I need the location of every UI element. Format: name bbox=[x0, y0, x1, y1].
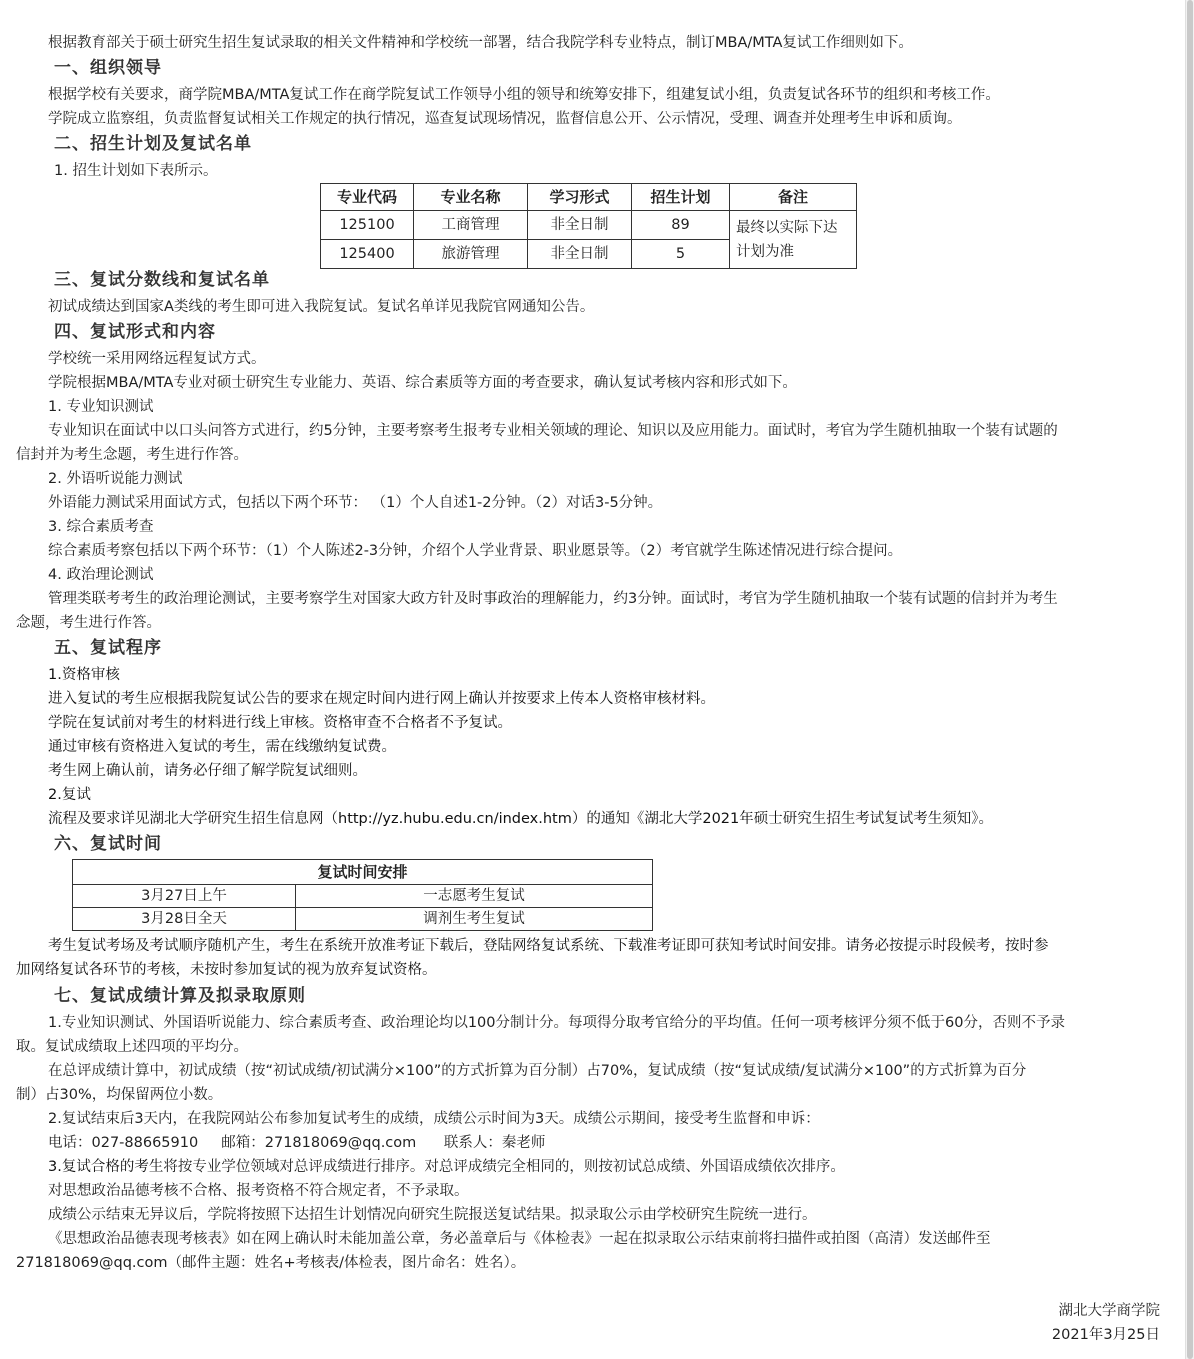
section-5-line-1: 进入复试的考生应根据我院复试公告的要求在规定时间内进行网上确认并按要求上传本人资格审核材料。 bbox=[48, 691, 715, 707]
section-5-line-4: 考生网上确认前，请务必仔细了解学院复试细则。 bbox=[48, 763, 367, 779]
table-cell: 5 bbox=[632, 240, 730, 269]
section-7-paragraph-4: 成绩公示结束无异议后，学院将按照下达招生计划情况向研究生院报送复试结果。拟录取公示由学校研究生院统一进行。 bbox=[48, 1207, 817, 1223]
table-cell: 非全日制 bbox=[528, 211, 632, 240]
section-6-paragraph-line-1: 考生复试考场及考试顺序随机产生，考生在系统开放准考证下载后，登陆网络复试系统、下载准考证即可获知考试时间安排。请务必按提示时段候考，按时参 bbox=[48, 938, 1049, 954]
section-4-item-1-line-2: 信封并为考生念题，考生进行作答。 bbox=[16, 447, 248, 463]
section-7-item-1-line-1: 1.专业知识测试、外国语听说能力、综合素质考查、政治理论均以100分制计分。每项得分取考官给分的平均值。任何一项考核评分须不低于60分，否则不予录 bbox=[48, 1015, 1065, 1031]
table-cell: 89 bbox=[632, 211, 730, 240]
section-2-title: 二、招生计划及复试名单 bbox=[54, 134, 252, 154]
section-4-paragraph-2: 学院根据MBA/MTA专业对硕士研究生专业能力、英语、综合素质等方面的考查要求，确认复试考核内容和形式如下。 bbox=[48, 375, 797, 391]
section-4-item-4-line-2: 念题，考生进行作答。 bbox=[16, 615, 161, 631]
section-7-item-2-line-1: 2.复试结束后3天内，在我院网站公布参加复试考生的成绩，成绩公示时间为3天。成绩公示期间，接受考生监督和申诉： bbox=[48, 1111, 820, 1127]
intro-paragraph: 根据教育部关于硕士研究生招生复试录取的相关文件精神和学校统一部署，结合我院学科专业特点，制订MBA/MTA复试工作细则如下。 bbox=[48, 35, 913, 51]
section-1-title: 一、组织领导 bbox=[54, 58, 162, 78]
vertical-scrollbar[interactable] bbox=[1185, 0, 1194, 1359]
table-cell: 调剂生考生复试 bbox=[296, 908, 653, 931]
table-cell: 125400 bbox=[321, 240, 414, 269]
table-cell: 125100 bbox=[321, 211, 414, 240]
table-cell: 工商管理 bbox=[414, 211, 528, 240]
section-5-title: 五、复试程序 bbox=[54, 638, 162, 658]
table-header: 专业名称 bbox=[414, 184, 528, 211]
table-cell: 一志愿考生复试 bbox=[296, 885, 653, 908]
footer-organization: 湖北大学商学院 bbox=[1058, 1303, 1160, 1319]
table-header: 学习形式 bbox=[528, 184, 632, 211]
section-7-paragraph-3: 对思想政治品德考核不合格、报考资格不符合规定者，不予录取。 bbox=[48, 1183, 469, 1199]
table-note-cell: 最终以实际下达计划为准 bbox=[730, 211, 857, 269]
section-5-line-5: 流程及要求详见湖北大学研究生招生信息网（http://yz.hubu.edu.cn/index.htm）的通知《湖北大学2021年硕士研究生招生考试复试考生须知》。 bbox=[48, 811, 994, 827]
section-5-item-1-title: 1.资格审核 bbox=[48, 667, 120, 683]
section-4-item-4-line-1: 管理类联考考生的政治理论测试，主要考察学生对国家大政方针及时事政治的理解能力，约3分钟。面试时，考官为学生随机抽取一个装有试题的信封并为考生 bbox=[48, 591, 1058, 607]
section-7-item-3-text: 将按专业学位领域对总评成绩进行排序。对总评成绩完全相同的，则按初试总成绩、外国语成绩依次排序。 bbox=[163, 1159, 845, 1175]
section-7-item-3-line-1 bbox=[48, 1156, 845, 1178]
table-cell: 旅游管理 bbox=[414, 240, 528, 269]
table-header-row bbox=[321, 184, 857, 211]
section-1-paragraph-1: 根据学校有关要求，商学院MBA/MTA复试工作在商学院复试工作领导小组的领导和统筹安排下，组建复试小组，负责复试各环节的组织和考核工作。 bbox=[48, 87, 1000, 103]
section-3-paragraph-1: 初试成绩达到国家A类线的考生即可进入我院复试。复试名单详见我院官网通知公告。 bbox=[48, 299, 595, 315]
section-5-item-2-title: 2.复试 bbox=[48, 787, 91, 803]
section-5-line-3: 通过审核有资格进入复试的考生，需在线缴纳复试费。 bbox=[48, 739, 396, 755]
table-header: 备注 bbox=[730, 184, 857, 211]
section-7-paragraph-5-line-1: 《思想政治品德表现考核表》如在网上确认时未能加盖公章，务必盖章后与《体检表》一起在拟录取公示结束前将扫描件或拍图（高清）发送邮件至 bbox=[48, 1231, 991, 1247]
section-7-paragraph-line-2: 制）占30%，均保留两位小数。 bbox=[16, 1087, 223, 1103]
section-5-line-2: 学院在复试前对考生的材料进行线上审核。资格审查不合格者不予复试。 bbox=[48, 715, 512, 731]
section-4-item-3-title: 3. 综合素质考查 bbox=[48, 519, 154, 535]
table-cell: 3月28日全天 bbox=[73, 908, 296, 931]
section-1-paragraph-2: 学院成立监察组，负责监督复试相关工作规定的执行情况，巡查复试现场情况，监督信息公开、公示情况，受理、调查并处理考生申诉和质询。 bbox=[48, 111, 962, 127]
table-row bbox=[321, 211, 857, 240]
section-7-item-1-line-2: 取。复试成绩取上述四项的平均分。 bbox=[16, 1039, 248, 1055]
section-4-item-2-title: 2. 外语听说能力测试 bbox=[48, 471, 183, 487]
table-header-row bbox=[73, 860, 653, 885]
section-4-item-2-line-1: 外语能力测试采用面试方式，包括以下两个环节： （1）个人自述1-2分钟。（2）对话3-5分钟。 bbox=[48, 495, 663, 511]
footer-date: 2021年3月25日 bbox=[1051, 1327, 1160, 1343]
table-cell: 非全日制 bbox=[528, 240, 632, 269]
section-4-item-1-title: 1. 专业知识测试 bbox=[48, 399, 154, 415]
section-4-paragraph-1: 学校统一采用网络远程复试方式。 bbox=[48, 351, 266, 367]
section-6-paragraph-line-2: 加网络复试各环节的考核，未按时参加复试的视为放弃复试资格。 bbox=[16, 962, 437, 978]
section-6-title: 六、复试时间 bbox=[54, 834, 162, 854]
section-4-item-3-line-1: 综合素质考察包括以下两个环节：（1）个人陈述2-3分钟，介绍个人学业背景、职业愿景等。（2）考官就学生陈述情况进行综合提问。 bbox=[48, 543, 903, 559]
table-row bbox=[73, 908, 653, 931]
enrollment-plan-table bbox=[320, 183, 857, 269]
table-row bbox=[73, 885, 653, 908]
section-7-contact-info: 电话：027-88665910 邮箱：271818069@qq.com 联系人：秦老师 bbox=[48, 1135, 546, 1151]
section-7-item-3-lead: 3.复试合格的考生 bbox=[48, 1159, 164, 1175]
section-2-paragraph-1: 1. 招生计划如下表所示。 bbox=[54, 163, 218, 179]
table-header: 招生计划 bbox=[632, 184, 730, 211]
table-header: 复试时间安排 bbox=[73, 860, 653, 885]
section-7-title: 七、复试成绩计算及拟录取原则 bbox=[54, 986, 306, 1006]
section-3-title: 三、复试分数线和复试名单 bbox=[54, 270, 270, 290]
section-4-item-4-title: 4. 政治理论测试 bbox=[48, 567, 154, 583]
scrollbar-thumb[interactable] bbox=[1187, 0, 1193, 1359]
section-4-title: 四、复试形式和内容 bbox=[54, 322, 216, 342]
schedule-table bbox=[72, 859, 653, 931]
table-cell: 3月27日上午 bbox=[73, 885, 296, 908]
section-4-item-1-line-1: 专业知识在面试中以口头问答方式进行，约5分钟，主要考察考生报考专业相关领域的理论、知识以及应用能力。面试时，考官为学生随机抽取一个装有试题的 bbox=[48, 423, 1058, 439]
section-7-paragraph-5-line-2: 271818069@qq.com（邮件主题：姓名+考核表/体检表，图片命名：姓名）。 bbox=[16, 1255, 526, 1271]
section-7-paragraph-line-1: 在总评成绩计算中，初试成绩（按“初试成绩/初试满分×100”的方式折算为百分制）占70%，复试成绩（按“复试成绩/复试满分×100”的方式折算为百分 bbox=[48, 1063, 1027, 1079]
table-header: 专业代码 bbox=[321, 184, 414, 211]
